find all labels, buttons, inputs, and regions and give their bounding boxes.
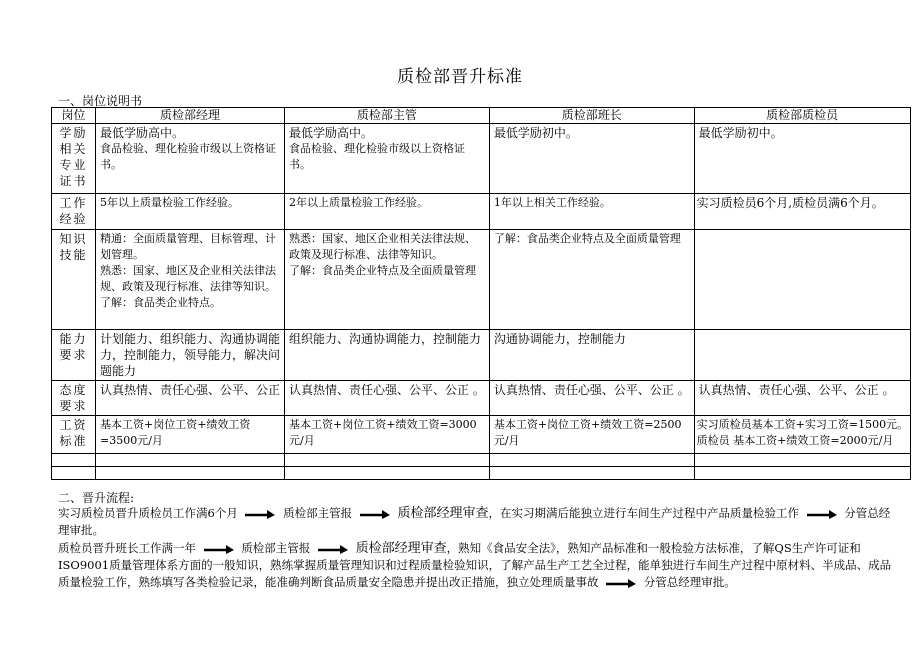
promotion-flow-1	[58, 505, 893, 539]
table-cell: 1年以上相关工作经验。	[489, 194, 694, 230]
flow-step-text: 质检部经理审查	[355, 541, 447, 556]
row-label-experience: 工作经验	[52, 194, 96, 230]
right-arrow-icon	[204, 544, 234, 554]
table-cell: 基本工资+岗位工资+绩效工资=3500元/月	[96, 416, 285, 454]
table-row-empty	[52, 454, 911, 467]
table-cell: 精通：全面质量管理、目标管理、计划管理。 熟悉：国家、地区及企业相关法律法规、政策及现行标准、法律等知识。 了解：食品类企业特点。	[96, 230, 285, 330]
flow-step-text: 质检员晋升班长工作满一年	[58, 541, 196, 555]
table-cell	[96, 124, 285, 194]
table-cell: 实习质检员6个月,质检员满6个月。	[694, 194, 910, 230]
table-row-experience	[52, 194, 911, 230]
flow-step-text: 分管总经理审批。	[58, 506, 891, 537]
row-label-knowledge: 知识技能	[52, 230, 96, 330]
row-label-attitude: 态度要求	[52, 381, 96, 416]
promotion-flow-2	[58, 540, 893, 591]
table-cell: 5年以上质量检验工作经验。	[96, 194, 285, 230]
table-row-ability	[52, 330, 911, 381]
header-position: 岗位	[52, 108, 96, 124]
table-cell: 了解：食品类企业特点及全面质量管理	[489, 230, 694, 330]
flow-step-text: ，熟知《食品安全法》，熟知产品标准和一般检验方法标准，了解QS生产许可证和ISO9001质量管理体系方面的一般知识，熟练掌握质量管理知识和过程质量检验知识，了解产品生产工艺全过程，能单独进行车间生产过程中原材料、半成品、成品质量检验工作，熟练填写各类检验记录，能准确判断食品质量安全隐患并提出改正措施，独立处理质量事故	[58, 541, 892, 589]
cell-main-text: 最低学励初中。	[698, 126, 783, 140]
cell-main-text: 最低学励高中。	[100, 126, 185, 140]
flow-step-text: ，在实习期满后能独立进行车间生产过程中产品质量检验工作	[488, 506, 799, 520]
table-header-row	[52, 108, 911, 124]
table-cell: 计划能力、组织能力、沟通协调能力，控制能力，领导能力，解决问题能力	[96, 330, 285, 381]
table-cell: 认真热情、责任心强、公平、公正 。	[489, 381, 694, 416]
table-cell: 实习质检员基本工资+实习工资=1500元。 质检员 基本工资+绩效工资=2000元/月	[694, 416, 910, 454]
section-2-heading: 二、晋升流程:	[58, 491, 135, 505]
right-arrow-icon	[606, 578, 636, 588]
table-cell	[285, 124, 490, 194]
right-arrow-icon	[245, 509, 275, 519]
table-row-empty	[52, 467, 911, 480]
right-arrow-icon	[807, 509, 837, 519]
row-label-salary: 工资标准	[52, 416, 96, 454]
table-cell	[694, 124, 910, 194]
table-cell	[694, 230, 910, 330]
page-title: 质检部晋升标准	[397, 67, 523, 87]
row-label-education: 学励相关专业证书	[52, 124, 96, 194]
flow-step-text: 质检部经理审查	[397, 506, 489, 521]
section-1-heading: 一、岗位说明书	[58, 94, 143, 108]
header-inspector: 质检部质检员	[694, 108, 910, 124]
table-row-education	[52, 124, 911, 194]
table-cell: 熟悉：国家、地区企业相关法律法规、政策及现行标准、法律等知识。 了解：食品类企业特点及全面质量管理	[285, 230, 490, 330]
cell-main-text: 最低学励高中。	[289, 126, 374, 140]
table-cell: 基本工资+岗位工资+绩效工资=3000元/月	[285, 416, 490, 454]
table-cell	[489, 124, 694, 194]
table-cell: 认真热情、责任心强、公平、公正 。	[694, 381, 910, 416]
flow-step-text: 质检部主管报	[241, 541, 311, 555]
table-cell: 认真热情、责任心强、公平、公正	[96, 381, 285, 416]
table-cell	[694, 330, 910, 381]
flow-step-text: 实习质检员晋升质检员工作满6个月	[58, 506, 238, 520]
header-team-leader: 质检部班长	[489, 108, 694, 124]
header-manager: 质检部经理	[96, 108, 285, 124]
table-cell: 沟通协调能力，控制能力	[489, 330, 694, 381]
flow-step-text: 分管总经理审批。	[643, 575, 736, 589]
row-label-ability: 能力要求	[52, 330, 96, 381]
right-arrow-icon	[360, 509, 390, 519]
table-cell: 基本工资+岗位工资+绩效工资=2500元/月	[489, 416, 694, 454]
table-row-knowledge	[52, 230, 911, 330]
table-cell: 组织能力、沟通协调能力，控制能力	[285, 330, 490, 381]
cell-sub-text: 食品检验、理化检验市级以上资格证书。	[289, 142, 466, 171]
table-cell: 2年以上质量检验工作经验。	[285, 194, 490, 230]
table-cell: 认真热情、责任心强、公平、公正 。	[285, 381, 490, 416]
promotion-standards-table	[51, 107, 911, 480]
flow-step-text: 质检部主管报	[283, 506, 353, 520]
right-arrow-icon	[318, 544, 348, 554]
table-row-salary	[52, 416, 911, 454]
header-supervisor: 质检部主管	[285, 108, 490, 124]
table-row-attitude	[52, 381, 911, 416]
cell-main-text: 最低学励初中。	[493, 126, 578, 140]
cell-sub-text: 食品检验、理化检验市级以上资格证书。	[100, 142, 276, 171]
